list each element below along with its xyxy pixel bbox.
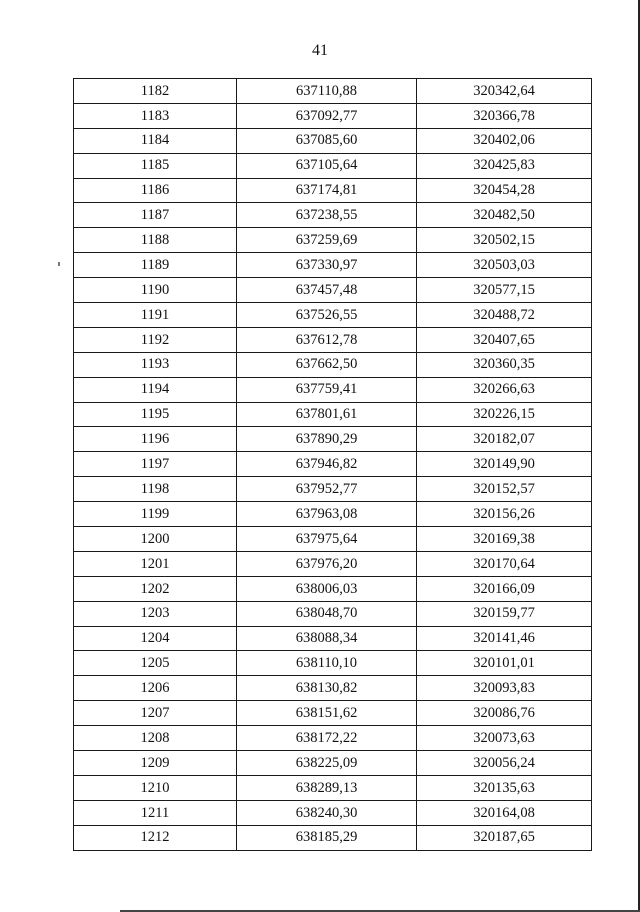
table-row <box>74 651 592 676</box>
point-number-cell: 1208 <box>74 726 237 751</box>
point-number-cell: 1187 <box>74 203 237 228</box>
table-row <box>74 676 592 701</box>
y-coordinate-cell: 320577,15 <box>417 278 592 303</box>
x-coordinate-cell: 638172,22 <box>237 726 417 751</box>
x-coordinate-cell: 637963,08 <box>237 502 417 527</box>
point-number-cell: 1195 <box>74 402 237 427</box>
y-coordinate-cell: 320488,72 <box>417 303 592 328</box>
table-row <box>74 477 592 502</box>
y-coordinate-cell: 320502,15 <box>417 228 592 253</box>
y-coordinate-cell: 320149,90 <box>417 452 592 477</box>
point-number-cell: 1204 <box>74 626 237 651</box>
x-coordinate-cell: 637110,88 <box>237 79 417 104</box>
point-number-cell: 1206 <box>74 676 237 701</box>
point-number-cell: 1191 <box>74 303 237 328</box>
point-number-cell: 1203 <box>74 601 237 626</box>
y-coordinate-cell: 320366,78 <box>417 103 592 128</box>
point-number-cell: 1184 <box>74 128 237 153</box>
x-coordinate-cell: 637259,69 <box>237 228 417 253</box>
x-coordinate-cell: 637085,60 <box>237 128 417 153</box>
y-coordinate-cell: 320152,57 <box>417 477 592 502</box>
x-coordinate-cell: 637238,55 <box>237 203 417 228</box>
table-row <box>74 800 592 825</box>
x-coordinate-cell: 637976,20 <box>237 551 417 576</box>
x-coordinate-cell: 637092,77 <box>237 103 417 128</box>
y-coordinate-cell: 320169,38 <box>417 527 592 552</box>
x-coordinate-cell: 637105,64 <box>237 153 417 178</box>
x-coordinate-cell: 638185,29 <box>237 825 417 850</box>
table-row <box>74 303 592 328</box>
x-coordinate-cell: 637759,41 <box>237 377 417 402</box>
table-row <box>74 128 592 153</box>
point-number-cell: 1182 <box>74 79 237 104</box>
x-coordinate-cell: 638006,03 <box>237 576 417 601</box>
y-coordinate-cell: 320073,63 <box>417 726 592 751</box>
table-row <box>74 278 592 303</box>
point-number-cell: 1194 <box>74 377 237 402</box>
y-coordinate-cell: 320266,63 <box>417 377 592 402</box>
point-number-cell: 1186 <box>74 178 237 203</box>
y-coordinate-cell: 320164,08 <box>417 800 592 825</box>
x-coordinate-cell: 638130,82 <box>237 676 417 701</box>
table-row <box>74 178 592 203</box>
y-coordinate-cell: 320141,46 <box>417 626 592 651</box>
point-number-cell: 1200 <box>74 527 237 552</box>
y-coordinate-cell: 320086,76 <box>417 701 592 726</box>
x-coordinate-cell: 637612,78 <box>237 327 417 352</box>
x-coordinate-cell: 637975,64 <box>237 527 417 552</box>
x-coordinate-cell: 637946,82 <box>237 452 417 477</box>
point-number-cell: 1201 <box>74 551 237 576</box>
table-row <box>74 751 592 776</box>
x-coordinate-cell: 638289,13 <box>237 775 417 800</box>
y-coordinate-cell: 320135,63 <box>417 775 592 800</box>
y-coordinate-cell: 320402,06 <box>417 128 592 153</box>
point-number-cell: 1198 <box>74 477 237 502</box>
point-number-cell: 1211 <box>74 800 237 825</box>
point-number-cell: 1212 <box>74 825 237 850</box>
y-coordinate-cell: 320503,03 <box>417 253 592 278</box>
point-number-cell: 1199 <box>74 502 237 527</box>
point-number-cell: 1192 <box>74 327 237 352</box>
table-row <box>74 825 592 850</box>
y-coordinate-cell: 320156,26 <box>417 502 592 527</box>
y-coordinate-cell: 320166,09 <box>417 576 592 601</box>
table-row <box>74 726 592 751</box>
table-row <box>74 601 592 626</box>
y-coordinate-cell: 320226,15 <box>417 402 592 427</box>
table-row <box>74 402 592 427</box>
y-coordinate-cell: 320101,01 <box>417 651 592 676</box>
y-coordinate-cell: 320454,28 <box>417 178 592 203</box>
point-number-cell: 1207 <box>74 701 237 726</box>
x-coordinate-cell: 638048,70 <box>237 601 417 626</box>
table-row <box>74 327 592 352</box>
table-row <box>74 153 592 178</box>
point-number-cell: 1202 <box>74 576 237 601</box>
point-number-cell: 1190 <box>74 278 237 303</box>
table-row <box>74 377 592 402</box>
x-coordinate-cell: 638151,62 <box>237 701 417 726</box>
y-coordinate-cell: 320342,64 <box>417 79 592 104</box>
table-row <box>74 103 592 128</box>
point-number-cell: 1183 <box>74 103 237 128</box>
y-coordinate-cell: 320187,65 <box>417 825 592 850</box>
table-row <box>74 527 592 552</box>
table-row <box>74 79 592 104</box>
y-coordinate-cell: 320407,65 <box>417 327 592 352</box>
table-row <box>74 452 592 477</box>
x-coordinate-cell: 638225,09 <box>237 751 417 776</box>
y-coordinate-cell: 320482,50 <box>417 203 592 228</box>
point-number-cell: 1205 <box>74 651 237 676</box>
table-row <box>74 253 592 278</box>
table-row <box>74 775 592 800</box>
x-coordinate-cell: 637890,29 <box>237 427 417 452</box>
x-coordinate-cell: 637952,77 <box>237 477 417 502</box>
point-number-cell: 1185 <box>74 153 237 178</box>
table-row <box>74 701 592 726</box>
table-row <box>74 576 592 601</box>
page-number: 41 <box>312 42 328 59</box>
x-coordinate-cell: 637526,55 <box>237 303 417 328</box>
x-coordinate-cell: 638240,30 <box>237 800 417 825</box>
table-row <box>74 228 592 253</box>
point-number-cell: 1197 <box>74 452 237 477</box>
point-number-cell: 1188 <box>74 228 237 253</box>
y-coordinate-cell: 320360,35 <box>417 352 592 377</box>
table-row <box>74 502 592 527</box>
x-coordinate-cell: 637662,50 <box>237 352 417 377</box>
y-coordinate-cell: 320425,83 <box>417 153 592 178</box>
coordinates-table <box>73 78 592 851</box>
x-coordinate-cell: 637801,61 <box>237 402 417 427</box>
y-coordinate-cell: 320056,24 <box>417 751 592 776</box>
point-number-cell: 1210 <box>74 775 237 800</box>
table-row <box>74 203 592 228</box>
table-row <box>74 626 592 651</box>
x-coordinate-cell: 638110,10 <box>237 651 417 676</box>
point-number-cell: 1209 <box>74 751 237 776</box>
scan-mark <box>58 262 60 266</box>
x-coordinate-cell: 637457,48 <box>237 278 417 303</box>
x-coordinate-cell: 637330,97 <box>237 253 417 278</box>
table-row <box>74 352 592 377</box>
y-coordinate-cell: 320159,77 <box>417 601 592 626</box>
table-row <box>74 427 592 452</box>
x-coordinate-cell: 638088,34 <box>237 626 417 651</box>
y-coordinate-cell: 320170,64 <box>417 551 592 576</box>
y-coordinate-cell: 320093,83 <box>417 676 592 701</box>
table-body <box>74 79 592 851</box>
x-coordinate-cell: 637174,81 <box>237 178 417 203</box>
table-row <box>74 551 592 576</box>
point-number-cell: 1196 <box>74 427 237 452</box>
point-number-cell: 1193 <box>74 352 237 377</box>
point-number-cell: 1189 <box>74 253 237 278</box>
y-coordinate-cell: 320182,07 <box>417 427 592 452</box>
